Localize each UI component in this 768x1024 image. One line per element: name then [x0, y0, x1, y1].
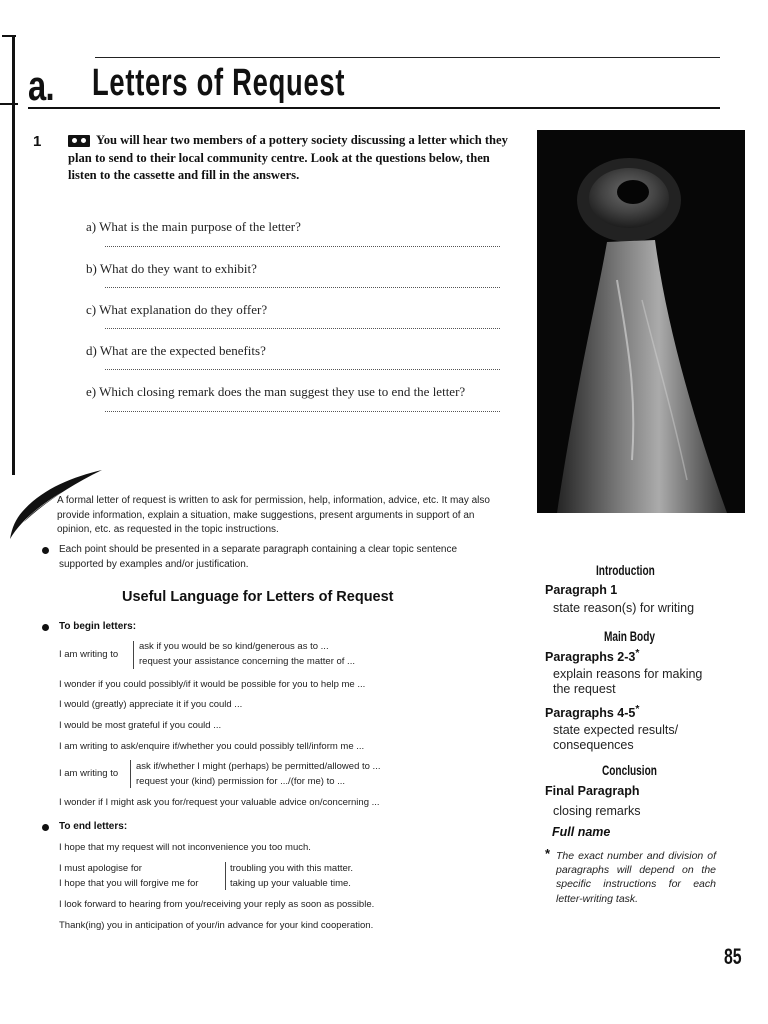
- plan-final-paragraph-text: closing remarks: [553, 804, 641, 818]
- intro-note: A formal letter of request is written to ask for permission, help, information, advice, etc. It may also provide information, explain a situation, make suggestions, present arguments in support of an opinion, etc. as requested in the topic instructions.: [57, 495, 490, 535]
- header-title-rule: [28, 107, 720, 109]
- plan-full-name: Full name: [552, 825, 611, 839]
- end-letters-heading: To end letters:: [59, 821, 128, 832]
- answer-line-c[interactable]: [105, 328, 500, 329]
- margin-bracket-top: [2, 35, 16, 37]
- question-b: b) What do they want to exhibit?: [86, 261, 257, 276]
- page-title: Letters of Request: [92, 62, 346, 104]
- phrase-line: I would (greatly) appreciate it if you could ...: [59, 699, 243, 710]
- plan-paragraphs-2-3: Paragraphs 2-3*: [545, 648, 640, 665]
- phrase-writing-to-2: I am writing to: [59, 768, 119, 779]
- question-a: a) What is the main purpose of the letter?: [86, 219, 301, 234]
- plan-paragraphs-4-5-text: state expected results/ consequences: [553, 723, 679, 753]
- phrase-option-1b: request your assistance concerning the matter of ...: [139, 656, 355, 667]
- question-d: d) What are the expected benefits?: [86, 343, 266, 358]
- bullet-note: Each point should be presented in a separate paragraph containing a clear topic sentence supported by examples and/or justification.: [59, 544, 458, 570]
- phrase-troubling: troubling you with this matter.: [230, 863, 354, 874]
- plan-conclusion-heading: Conclusion: [602, 762, 657, 778]
- task-number: 1: [33, 133, 42, 150]
- vase-illustration: [537, 130, 745, 513]
- plan-footnote: The exact number and division of paragraphs will depend on the specific instructions for each letter-writing task.: [556, 850, 716, 905]
- phrase-line: I would be most grateful if you could ...: [59, 720, 222, 731]
- bullet-icon: [42, 547, 49, 554]
- phrase-line: I hope that my request will not inconvenience you too much.: [59, 842, 311, 853]
- pottery-photo: [537, 130, 745, 513]
- answer-line-a[interactable]: [105, 246, 500, 247]
- bullet-icon: [42, 824, 49, 831]
- answer-line-d[interactable]: [105, 369, 500, 370]
- phrase-writing-to-1: I am writing to: [59, 649, 119, 660]
- phrase-option-2a: ask if/whether I might (perhaps) be permitted/allowed to ...: [136, 761, 381, 772]
- answer-line-b[interactable]: [105, 287, 500, 288]
- bracket-bar: [130, 760, 131, 788]
- phrase-line: I am writing to ask/enquire if/whether you could possibly tell/inform me ...: [59, 741, 365, 752]
- plan-paragraph-1: Paragraph 1: [545, 583, 618, 597]
- phrase-forgive: I hope that you will forgive me for: [59, 878, 199, 889]
- margin-bracket: [12, 35, 15, 475]
- bracket-bar: [225, 862, 226, 890]
- question-c: c) What explanation do they offer?: [86, 302, 268, 317]
- plan-paragraphs-4-5: Paragraphs 4-5*: [545, 704, 640, 721]
- phrase-apologise: I must apologise for: [59, 863, 142, 874]
- plan-final-paragraph: Final Paragraph: [545, 784, 640, 798]
- unit-letter: a.: [28, 62, 54, 109]
- answer-line-e[interactable]: [105, 411, 500, 412]
- plan-introduction-heading: Introduction: [596, 562, 655, 578]
- page-number: 85: [724, 944, 742, 969]
- header-top-rule: [95, 57, 720, 58]
- bullet-icon: [42, 624, 49, 631]
- phrase-line: I wonder if I might ask you for/request your valuable advice on/concerning ...: [59, 797, 380, 808]
- useful-language-heading: Useful Language for Letters of Request: [122, 589, 394, 605]
- plan-paragraphs-2-3-text: explain reasons for making the request: [553, 667, 703, 697]
- footnote-asterisk: *: [545, 846, 551, 861]
- task-instructions: You will hear two members of a pottery society discussing a letter which they plan to send to their local community centre. Look at the questions below, then listen to the cassette and fill in the answers.: [68, 133, 508, 183]
- begin-letters-heading: To begin letters:: [59, 621, 137, 632]
- phrase-option-1a: ask if you would be so kind/generous as to ...: [139, 641, 329, 652]
- plan-paragraph-1-text: state reason(s) for writing: [553, 601, 695, 615]
- phrase-line: I look forward to hearing from you/receiving your reply as soon as possible.: [59, 899, 375, 910]
- margin-bracket-tick: [0, 103, 18, 105]
- phrase-taking-up: taking up your valuable time.: [230, 878, 351, 889]
- phrase-line: I wonder if you could possibly/if it would be possible for you to help me ...: [59, 679, 366, 690]
- plan-main-body-heading: Main Body: [604, 628, 655, 644]
- phrase-line: Thank(ing) you in anticipation of your/in advance for your kind cooperation.: [59, 920, 374, 931]
- question-e: e) Which closing remark does the man suggest they use to end the letter?: [86, 384, 466, 399]
- phrase-option-2b: request your (kind) permission for .../(for me) to ...: [136, 776, 346, 787]
- bracket-bar: [133, 641, 134, 669]
